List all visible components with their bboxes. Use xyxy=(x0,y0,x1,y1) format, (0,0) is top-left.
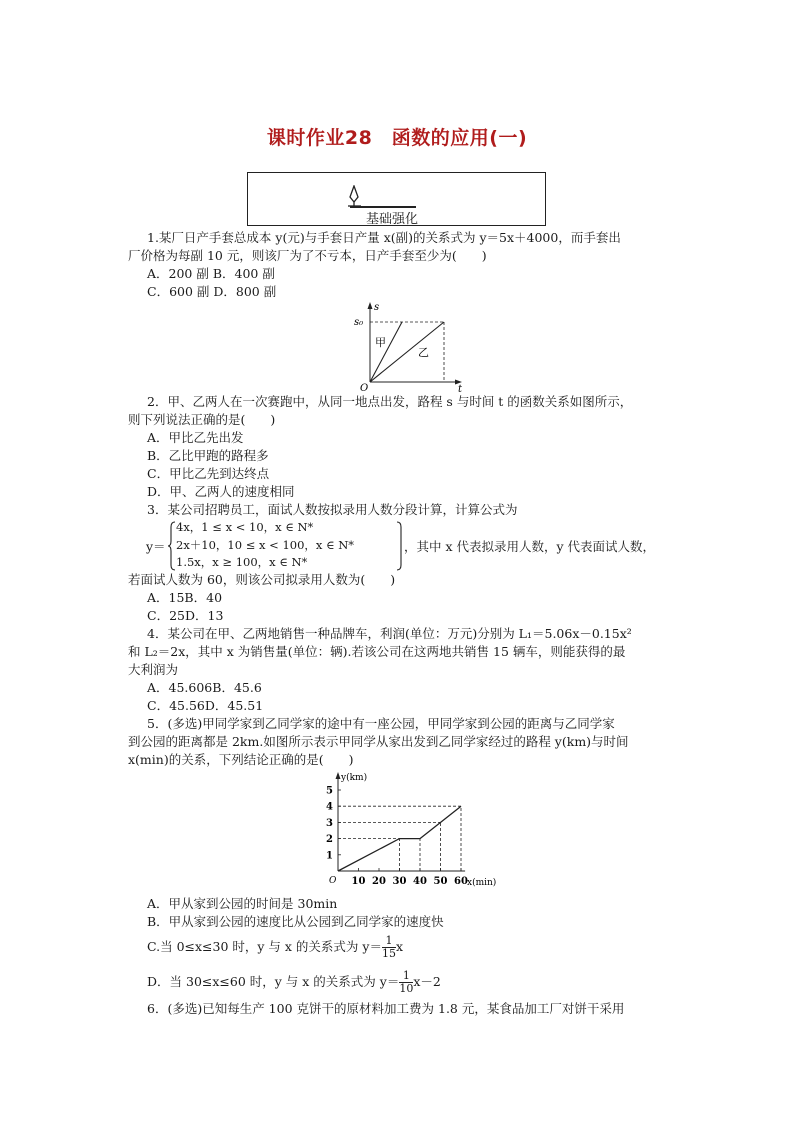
page-title: 课时作业28 函数的应用(一) xyxy=(266,127,528,149)
figure-distance-time-chart xyxy=(316,770,516,888)
x-tick-label: 40 xyxy=(413,876,427,887)
q3-option-cd: C．25D．13 xyxy=(147,608,224,623)
q5-line2: 到公园的距离都是 2km.如图所示表示甲同学从家出发到乙同学家经过的路程 y(km)与时间 xyxy=(128,734,629,749)
q2-line1: 2．甲、乙两人在一次赛跑中，从同一地点出发，路程 s 与时间 t 的函数关系如图所示， xyxy=(147,394,633,409)
x-tick-label: 30 xyxy=(392,876,407,887)
figure-race-graph xyxy=(350,300,475,392)
q5-option-c-text: C.当 0≤x≤30 时，y 与 x 的关系式为 y＝ xyxy=(147,939,382,954)
fraction-denominator: 10 xyxy=(399,982,414,995)
q5-line3: x(min)的关系，下列结论正确的是( ) xyxy=(128,752,354,767)
q1-line1: 1.某厂日产手套总成本 y(元)与手套日产量 x(副)的关系式为 y＝5x＋4000，而手套出 xyxy=(147,230,621,245)
q4-line1: 4．某公司在甲、乙两地销售一种品牌车，利润(单位：万元)分别为 L₁＝5.06x－0.15x² xyxy=(147,626,632,641)
right-brace xyxy=(396,521,404,571)
left-brace xyxy=(168,521,176,571)
q6-line1: 6．(多选)已知每生产 100 克饼干的原材料加工费为 1.8 元，某食品加工厂对饼干采用 xyxy=(147,1001,625,1016)
y-tick-label: 2 xyxy=(326,834,333,846)
fraction-numerator: 1 xyxy=(399,970,413,983)
x-tick-label: 20 xyxy=(372,876,386,887)
y-tick-label: 5 xyxy=(326,785,333,797)
q5-option-c xyxy=(147,935,403,960)
q2-line2: 则下列说法正确的是( ) xyxy=(128,412,276,427)
y-axis-label: y(km) xyxy=(341,773,368,783)
q5-option-a: A．甲从家到公园的时间是 30min xyxy=(147,896,338,911)
q2-option-d: D．甲、乙两人的速度相同 xyxy=(147,484,295,499)
yi-line xyxy=(370,322,444,382)
q5-option-d xyxy=(147,970,441,995)
pen-nib-icon xyxy=(346,185,364,207)
q4-line3: 大利润为 xyxy=(128,662,179,677)
y-tick-label: 1 xyxy=(326,850,333,862)
q3-line1: 3．某公司招聘员工，面试人数按拟录用人数分段计算，计算公式为 xyxy=(147,502,518,517)
distance-series-line xyxy=(338,806,461,871)
x-tick-label: 10 xyxy=(351,876,366,887)
s-axis-arrow xyxy=(368,302,373,309)
q2-option-b: B．乙比甲跑的路程多 xyxy=(147,448,269,463)
q2-option-a: A．甲比乙先出发 xyxy=(147,430,244,445)
q4-option-cd: C．45.56D．45.51 xyxy=(147,698,264,713)
q5-option-b: B．甲从家到公园的速度比从公园到乙同学家的速度快 xyxy=(147,914,444,929)
q5-option-c-fraction xyxy=(382,935,396,960)
q1-option-cd: C．600 副 D．800 副 xyxy=(147,284,277,299)
q2-option-c: C．甲比乙先到达终点 xyxy=(147,466,270,481)
t-axis-label: t xyxy=(458,384,463,392)
q3-piecewise-formula xyxy=(146,519,666,573)
y-axis-arrow xyxy=(336,772,341,779)
q3-y-equals: y＝ xyxy=(146,539,166,554)
q3-option-ab: A．15B．40 xyxy=(147,590,223,605)
section-label: 基础强化 xyxy=(366,212,419,227)
q3-case-3: 1.5x，x ≥ 100，x ∈ N* xyxy=(176,555,308,569)
fraction-numerator: 1 xyxy=(382,935,396,948)
origin-label: O xyxy=(329,876,337,886)
x-tick-label: 60 xyxy=(454,876,468,887)
q3-line3: 若面试人数为 60，则该公司拟录用人数为( ) xyxy=(128,572,396,587)
q1-option-ab: A．200 副 B．400 副 xyxy=(147,266,275,281)
q3-after-formula: ，其中 x 代表拟录用人数，y 代表面试人数， xyxy=(404,539,656,554)
x-tick-label: 50 xyxy=(433,876,448,887)
y-tick-label: 4 xyxy=(326,801,333,813)
q5-option-d-tail: x－2 xyxy=(413,974,441,989)
jia-line xyxy=(370,322,402,382)
s-axis-label: s xyxy=(374,302,380,313)
jia-label: 甲 xyxy=(375,336,386,349)
q3-case-1: 4x，1 ≤ x < 10，x ∈ N* xyxy=(176,520,314,534)
s0-label: s₀ xyxy=(354,317,364,328)
fraction-denominator: 15 xyxy=(381,947,396,960)
q5-line1: 5．(多选)甲同学家到乙同学家的途中有一座公园，甲同学家到公园的距离与乙同学家 xyxy=(147,716,615,731)
yi-label: 乙 xyxy=(418,346,429,359)
origin-label: O xyxy=(360,383,369,392)
x-axis-label: x(min) xyxy=(467,878,497,888)
q5-option-d-fraction xyxy=(399,970,413,995)
q5-option-c-tail: x xyxy=(395,939,404,954)
q5-option-d-text: D．当 30≤x≤60 时，y 与 x 的关系式为 y＝ xyxy=(147,974,400,989)
q4-line2: 和 L₂＝2x，其中 x 为销售量(单位：辆).若该公司在这两地共销售 15 辆车，则能获得的最 xyxy=(128,644,626,659)
q4-option-ab: A．45.606B．45.6 xyxy=(147,680,262,695)
y-tick-label: 3 xyxy=(326,817,333,829)
q3-case-2: 2x＋10，10 ≤ x < 100，x ∈ N* xyxy=(176,538,355,552)
q1-line2: 厂价格为每副 10 元，则该厂为了不亏本，日产手套至少为( ) xyxy=(128,248,487,263)
section-banner xyxy=(247,172,546,226)
